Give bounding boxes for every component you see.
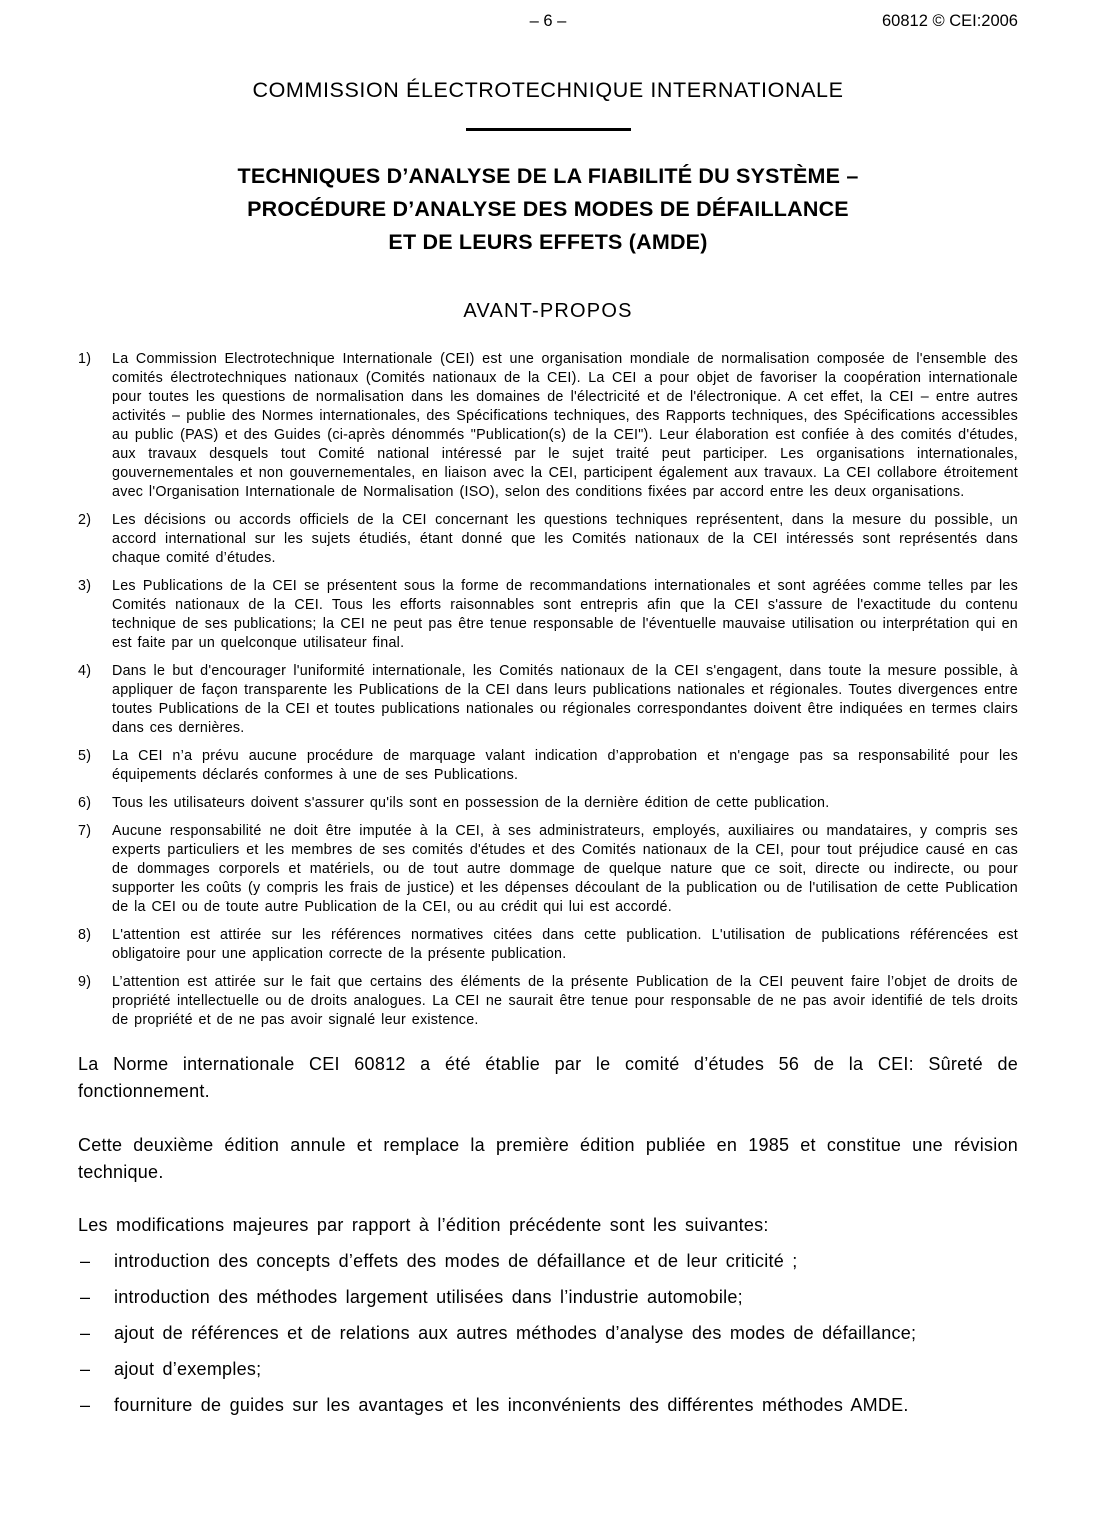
- item-number: 9): [78, 973, 92, 990]
- modification-item: [78, 1320, 1018, 1347]
- item-text: La CEI n’a prévu aucune procédure de marquage valant indication d’approbation et n'engage pas sa responsabilité pour les équipements déclarés conformes à une de ses Publications.: [112, 747, 1018, 783]
- foreword-item: [78, 973, 1018, 1030]
- item-number: 3): [78, 577, 92, 594]
- item-text: Les décisions ou accords officiels de la CEI concernant les questions techniques représentent, dans la mesure du possible, un accord international sur les sujets étudiés, étant donné que les Comités nationaux de la CEI intéressés sont représentés dans chaque comité d’études.: [112, 511, 1018, 566]
- item-text: L'attention est attirée sur les références normatives citées dans cette publication. L'utilisation de publications référencées est obligatoire pour une application correcte de la présente publication.: [112, 926, 1018, 962]
- dash-marker: –: [80, 1394, 91, 1415]
- foreword-item: [78, 511, 1018, 568]
- item-text: L’attention est attirée sur le fait que certains des éléments de la présente Publication de la CEI peuvent faire l’objet de droits de propriété intellectuelle ou de droits analogues. La CEI ne saurait être tenue pour responsable de ne pas avoir identifié de tels droits de propriété et de ne pas avoir signalé leur existence.: [112, 973, 1018, 1028]
- foreword-item: [78, 350, 1018, 502]
- paragraph: La Norme internationale CEI 60812 a été établie par le comité d’études 56 de la CEI: Sûreté de fonctionnement.: [78, 1053, 1018, 1101]
- foreword-item: [78, 794, 1018, 813]
- modification-item: [78, 1248, 1018, 1275]
- modification-item: [78, 1356, 1018, 1383]
- item-text: Tous les utilisateurs doivent s'assurer qu'ils sont en possession de la dernière édition de cette publication.: [112, 794, 830, 811]
- separator-rule: [466, 128, 631, 131]
- foreword-item: [78, 822, 1018, 917]
- dash-marker: –: [80, 1322, 91, 1343]
- document-title: [78, 160, 1018, 259]
- item-number: 2): [78, 511, 92, 528]
- modification-text: ajout d’exemples;: [114, 1358, 262, 1379]
- modification-text: fourniture de guides sur les avantages et les inconvénients des différentes méthodes AMDE.: [114, 1394, 909, 1415]
- section-heading-foreword: AVANT-PROPOS: [463, 299, 633, 322]
- modification-text: introduction des concepts d’effets des modes de défaillance et de leur criticité ;: [114, 1250, 798, 1271]
- item-number: 7): [78, 822, 92, 839]
- document-title-line-1: TECHNIQUES D’ANALYSE DE LA FIABILITÉ DU SYSTÈME –: [237, 163, 859, 188]
- item-text: La Commission Electrotechnique Internationale (CEI) est une organisation mondiale de normalisation composée de l'ensemble des comités électrotechniques nationaux (Comités nationaux de la CEI). La CEI a pour objet de favoriser la coopération internationale pour toutes les questions de normalisation dans les domaines de l'électricité et de l'électronique. A cet effet, la CEI – entre autres activités – publie des Normes internationales, des Spécifications techniques, des Rapports techniques, des Spécifications accessibles au public (PAS) et des Guides (ci-après dénommés "Publication(s) de la CEI"). Leur élaboration est confiée à des comités d'études, aux travaux desquels tout Comité national intéressé par le sujet traité peut participer. Les organisations internationales, gouvernementales et non gouvernementales, en liaison avec la CEI, participent également aux travaux. La CEI collabore étroitement avec l'Organisation Internationale de Normalisation (ISO), selon des conditions fixées par accord entre les deux organisations.: [112, 350, 1018, 500]
- paragraph: Cette deuxième édition annule et remplace la première édition publiée en 1985 et constitue une révision technique.: [78, 1134, 1018, 1182]
- item-number: 1): [78, 350, 92, 367]
- paragraph-list-intro: Les modifications majeures par rapport à l’édition précédente sont les suivantes:: [78, 1214, 769, 1235]
- item-text: Les Publications de la CEI se présentent sous la forme de recommandations internationales et sont agréées comme telles par les Comités nationaux de la CEI. Tous les efforts raisonnables sont entrepris afin que la CEI s'assure de l'exactitude du contenu technique de ses publications; la CEI ne peut pas être tenue responsable de l'éventuelle mauvaise utilisation ou interprétation qui en est faite par un quelconque utilisateur final.: [112, 577, 1018, 651]
- modification-item: [78, 1284, 1018, 1311]
- document-title-line-2: PROCÉDURE D’ANALYSE DES MODES DE DÉFAILLANCE: [247, 196, 849, 221]
- item-number: 8): [78, 926, 92, 943]
- modification-text: introduction des méthodes largement utilisées dans l’industrie automobile;: [114, 1286, 743, 1307]
- modification-item: [78, 1392, 1018, 1419]
- page-number: – 6 –: [529, 12, 567, 30]
- page-header: [78, 12, 1018, 34]
- dash-marker: –: [80, 1286, 91, 1307]
- modification-text: ajout de références et de relations aux autres méthodes d’analyse des modes de défaillance;: [114, 1322, 917, 1343]
- document-title-line-3: ET DE LEURS EFFETS (AMDE): [388, 229, 708, 254]
- document-reference: 60812 © CEI:2006: [881, 12, 1018, 30]
- foreword-item: [78, 926, 1018, 964]
- item-number: 4): [78, 662, 92, 679]
- item-text: Aucune responsabilité ne doit être imputée à la CEI, à ses administrateurs, employés, auxiliaires ou mandataires, y compris ses experts particuliers et les membres de ses comités d'études et des Comités nationaux de la CEI, pour tout préjudice causé en cas de dommages corporels et matériels, ou de tout autre dommage de quelque nature que ce soit, directe ou indirecte, ou pour supporter les coûts (y compris les frais de justice) et les dépenses découlant de la publication ou de l'utilisation de cette Publication de la CEI ou de toute autre Publication de la CEI, ou au crédit qui lui est accordé.: [112, 822, 1018, 915]
- foreword-list: [78, 350, 1018, 1030]
- foreword-item: [78, 662, 1018, 738]
- item-number: 5): [78, 747, 92, 764]
- dash-marker: –: [80, 1358, 91, 1379]
- modifications-list: [78, 1248, 1018, 1419]
- foreword-item: [78, 747, 1018, 785]
- organization-name: COMMISSION ÉLECTROTECHNIQUE INTERNATIONALE: [252, 78, 844, 102]
- item-text: Dans le but d'encourager l'uniformité internationale, les Comités nationaux de la CEI s'engagent, dans toute la mesure possible, à appliquer de façon transparente les Publications de la CEI dans leurs publications nationales et régionales. Toutes divergences entre toutes Publications de la CEI et toutes publications nationales ou régionales correspondantes doivent être indiquées en termes clairs dans ces dernières.: [112, 662, 1018, 736]
- foreword-item: [78, 577, 1018, 653]
- item-number: 6): [78, 794, 92, 811]
- dash-marker: –: [80, 1250, 91, 1271]
